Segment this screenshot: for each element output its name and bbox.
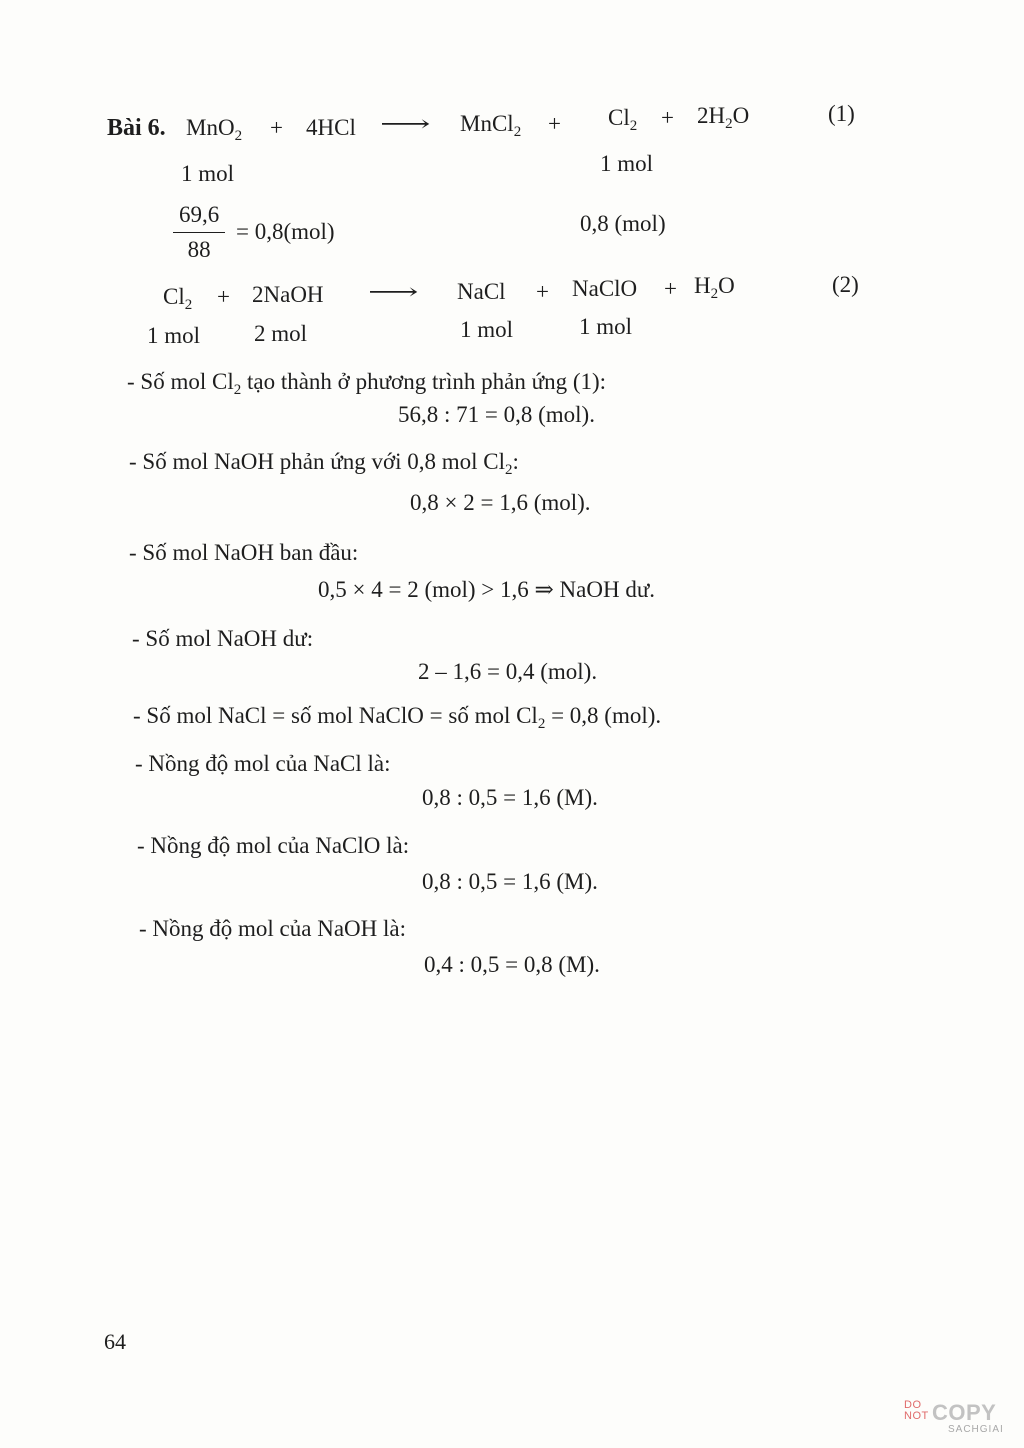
- watermark-copy: COPY: [932, 1400, 997, 1425]
- eq2-cl2-mol: 1 mol: [147, 323, 201, 348]
- eq1-plus: +: [661, 105, 674, 130]
- step-cl2-formed-calc: 56,8 : 71 = 0,8 (mol).: [398, 402, 595, 427]
- eq1-reactant-hcl: 4HCl: [306, 115, 356, 140]
- step-naclo-concentration-calc: 0,8 : 0,5 = 1,6 (M).: [422, 869, 598, 894]
- exercise-title: Bài 6.: [107, 115, 166, 141]
- eq1-product-mncl2: MnCl$_2$: [460, 111, 522, 140]
- step-naoh-excess-calc: 2 – 1,6 = 0,4 (mol).: [418, 659, 598, 684]
- mno2-mol-fraction: [173, 202, 225, 263]
- step-naoh-reacted-calc: 0,8 × 2 = 1,6 (mol).: [410, 490, 591, 515]
- eq1-cl2-mol: 1 mol: [600, 151, 654, 176]
- eq1-product-h2o: $2H_2O$: [697, 103, 750, 132]
- eq2-product-naclo: NaClO: [572, 276, 638, 301]
- step-naoh-initial: - Số mol NaOH ban đầu:: [129, 540, 359, 565]
- page-number: 64: [104, 1329, 126, 1354]
- cl2-mol-result: 0,8 (mol): [580, 211, 666, 236]
- eq1-reactant-mno2: MnO$_2$: [186, 115, 243, 144]
- eq2-reactant-naoh: 2NaOH: [252, 282, 324, 307]
- step-naoh-initial-calc: 0,5 × 4 = 2 (mol) > 1,6 ⇒ NaOH dư.: [318, 577, 656, 602]
- eq1-mno2-mol: 1 mol: [181, 161, 235, 186]
- eq2-number: (2): [832, 272, 859, 297]
- step-naoh-reacted: - Số mol NaOH phản ứng với 0,8 mol $Cl_2$:: [129, 449, 519, 478]
- eq2-arrow: ⟶: [368, 280, 419, 305]
- eq2-naclo-mol: 1 mol: [579, 314, 633, 339]
- eq2-product-nacl: NaCl: [457, 279, 506, 304]
- step-naoh-concentration-calc: 0,4 : 0,5 = 0,8 (M).: [424, 952, 600, 977]
- watermark-do: DO: [904, 1399, 922, 1411]
- step-naoh-excess: - Số mol NaOH dư:: [132, 626, 314, 651]
- eq1-number: (1): [828, 101, 855, 126]
- fraction-denominator: 88: [187, 237, 211, 262]
- eq2-reactant-cl2: $Cl_2$: [163, 284, 193, 313]
- step-cl2-formed: - Số mol $Cl_2$ tạo thành ở phương trình phản ứng (1):: [127, 369, 607, 398]
- eq2-nacl-mol: 1 mol: [460, 317, 514, 342]
- fraction-numerator: 69,6: [173, 202, 225, 233]
- eq1-plus: +: [270, 115, 283, 140]
- step-nacl-naclo-mol: - Số mol NaCl = số mol NaClO = số mol $Cl_2 = 0,8$ (mol).: [133, 703, 662, 732]
- step-naoh-concentration: - Nồng độ mol của NaOH là:: [139, 916, 406, 941]
- mno2-mol-result: = 0,8(mol): [236, 219, 335, 244]
- watermark-brand: SACHGIAI: [948, 1424, 1004, 1435]
- eq2-plus: +: [536, 279, 549, 304]
- eq1-product-cl2: $Cl_2$: [608, 105, 638, 134]
- watermark-not: NOT: [904, 1410, 929, 1422]
- eq2-plus: +: [664, 276, 677, 301]
- eq1-plus: +: [548, 111, 561, 136]
- eq1-arrow: ⟶: [380, 112, 431, 137]
- step-naclo-concentration: - Nồng độ mol của NaClO là:: [137, 833, 410, 858]
- watermark-logo: [904, 1400, 1008, 1438]
- eq2-naoh-mol: 2 mol: [254, 321, 308, 346]
- step-nacl-concentration: - Nồng độ mol của NaCl là:: [135, 751, 391, 776]
- eq2-product-h2o: $H_2O$: [694, 273, 735, 302]
- eq2-plus: +: [217, 284, 230, 309]
- step-nacl-concentration-calc: 0,8 : 0,5 = 1,6 (M).: [422, 785, 598, 810]
